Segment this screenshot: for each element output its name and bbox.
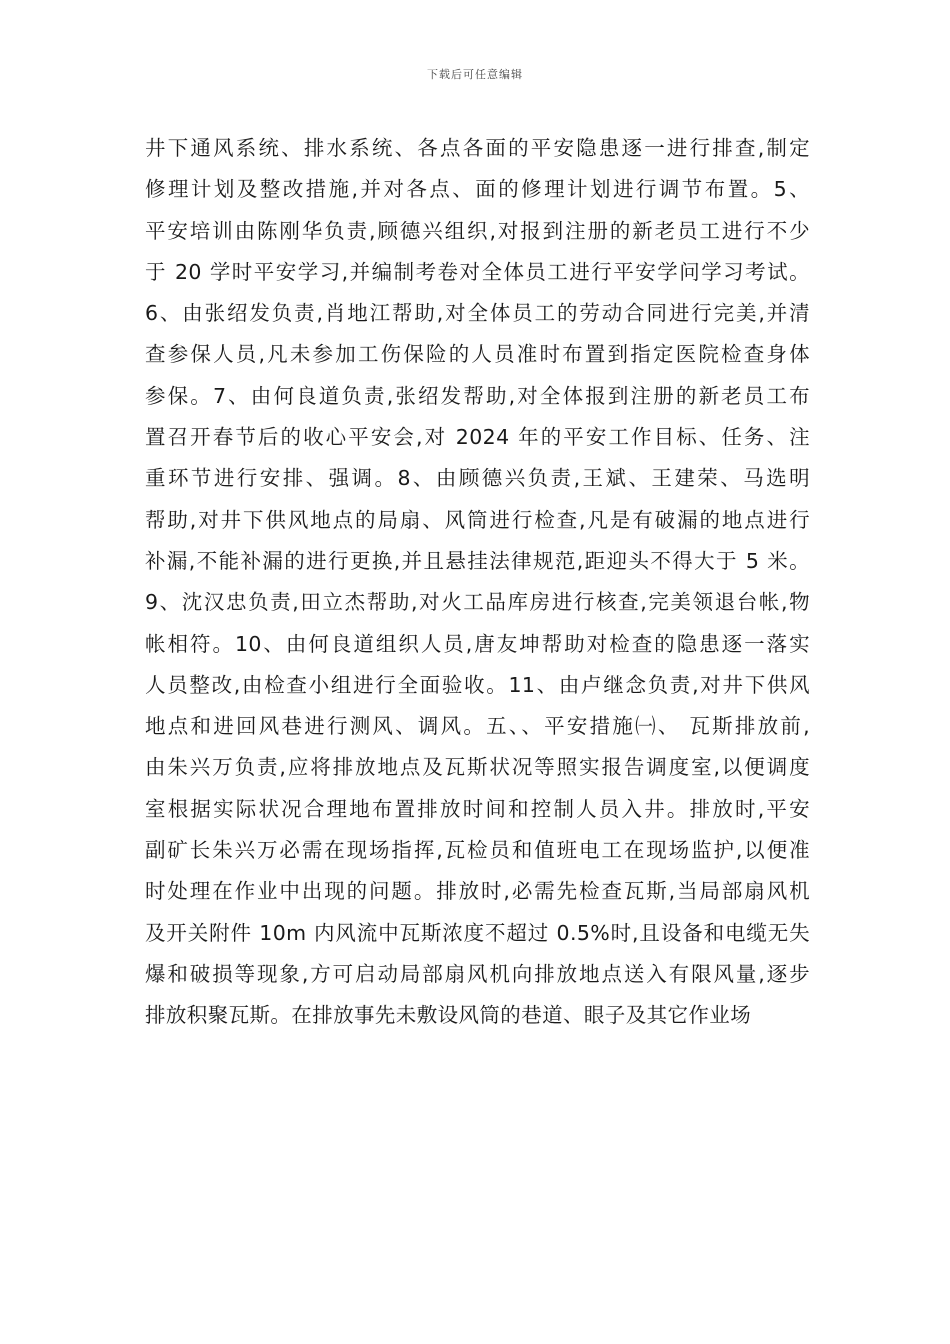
- text-line: 查参保人员,凡未参加工伤保险的人员准时布置到指定医院检查身体: [145, 342, 810, 367]
- text-line: 于 20 学时平安学习,并编制考卷对全体员工进行平安学问学习考试。: [145, 259, 810, 284]
- text-line: 修理计划及整改措施,并对各点、面的修理计划进行调节布置。5、: [145, 177, 810, 202]
- text-line: 地点和进回风巷进行测风、调风。五、、平安措施㈠、 瓦斯排放前,: [145, 714, 810, 739]
- text-line: 重环节进行安排、强调。8、由顾德兴负责,王斌、王建荣、马选明: [145, 466, 810, 491]
- text-line: 排放积聚瓦斯。在排放事先未敷设风筒的巷道、眼子及其它作业场: [145, 1003, 752, 1028]
- text-line: 时处理在作业中出现的问题。排放时,必需先检查瓦斯,当局部扇风机: [145, 879, 810, 904]
- text-line: 参保。7、由何良道负责,张绍发帮助,对全体报到注册的新老员工布: [145, 383, 810, 408]
- text-line: 置召开春节后的收心平安会,对 2024 年的平安工作目标、任务、注: [145, 425, 810, 450]
- text-line: 室根据实际状况合理地布置排放时间和控制人员入井。排放时,平安: [145, 796, 810, 821]
- text-line: 帮助,对井下供风地点的局扇、风筒进行检查,凡是有破漏的地点进行: [145, 507, 810, 532]
- text-line: 副矿长朱兴万必需在现场指挥,瓦检员和值班电工在现场监护,以便准: [145, 838, 810, 863]
- text-line: 9、沈汉忠负责,田立杰帮助,对火工品库房进行核查,完美领退台帐,物: [145, 590, 810, 615]
- body-text: [145, 128, 810, 1037]
- text-line: 帐相符。10、由何良道组织人员,唐友坤帮助对检查的隐患逐一落实: [145, 631, 810, 656]
- text-line: 井下通风系统、排水系统、各点各面的平安隐患逐一进行排查,制定: [145, 136, 810, 160]
- text-line: 补漏,不能补漏的进行更换,并且悬挂法律规范,距迎头不得大于 5 米。: [145, 548, 810, 573]
- text-line: 由朱兴万负责,应将排放地点及瓦斯状况等照实报告调度室,以便调度: [145, 755, 810, 780]
- text-line: 6、由张绍发负责,肖地江帮助,对全体员工的劳动合同进行完美,并清: [145, 301, 810, 326]
- text-line: 及开关附件 10m 内风流中瓦斯浓度不超过 0.5%时,且设备和电缆无失: [145, 920, 810, 945]
- text-line: 平安培训由陈刚华负责,顾德兴组织,对报到注册的新老员工进行不少: [145, 218, 810, 243]
- text-line: 人员整改,由检查小组进行全面验收。11、由卢继念负责,对井下供风: [145, 672, 810, 697]
- page-header: 下载后可任意编辑: [427, 68, 523, 81]
- text-line: 爆和破损等现象,方可启动局部扇风机向排放地点送入有限风量,逐步: [145, 961, 810, 986]
